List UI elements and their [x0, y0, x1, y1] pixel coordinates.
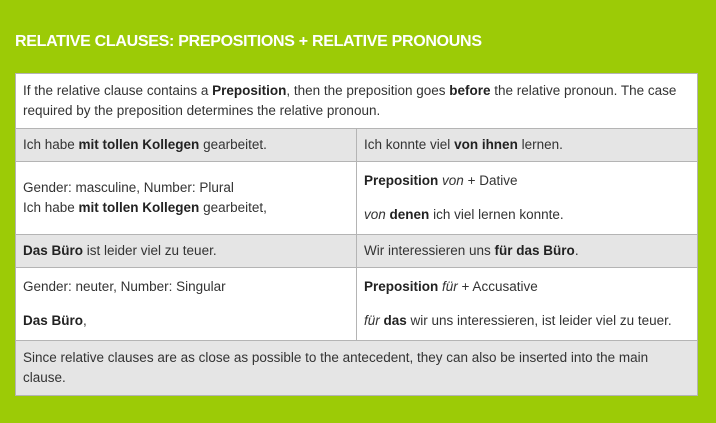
sentence-text: . [574, 243, 579, 258]
detail1-left-cell [16, 162, 357, 235]
intro-cell [16, 74, 698, 129]
highlight-phrase: Das Büro [23, 313, 84, 328]
highlight-phrase: von ihnen [454, 137, 518, 152]
page-title: RELATIVE CLAUSES: PREPOSITIONS + RELATIVE PRONOUNS [15, 33, 482, 50]
sentence-text: ist leider viel zu teuer. [83, 243, 217, 258]
sentence-text: lernen. [517, 137, 563, 152]
table-row [16, 162, 698, 235]
gender-number-info: Gender: masculine, Number: Plural [23, 180, 234, 195]
detail2-right-cell [357, 268, 698, 341]
sentence-text: gearbeitet. [199, 137, 267, 152]
table-row [16, 341, 698, 396]
table-row [16, 235, 698, 268]
example1-left-cell [16, 129, 357, 162]
case-text: + Accusative [457, 279, 538, 294]
relative-pronoun: denen [389, 207, 430, 222]
sentence-text: Ich habe [23, 137, 79, 152]
highlight-phrase: für das Büro [494, 243, 575, 258]
preposition-label: Preposition [364, 173, 439, 188]
example2-right-cell [357, 235, 698, 268]
preposition-word: für [364, 313, 380, 328]
preposition-rule [364, 171, 690, 191]
example2-left-cell [16, 235, 357, 268]
example-sentence [23, 198, 349, 218]
detail1-right-cell [357, 162, 698, 235]
sentence-text: , [83, 313, 87, 328]
intro-text: the relative pronoun. The case required by the preposition determines the relative pronoun. [23, 83, 677, 118]
highlight-phrase: Das Büro [23, 243, 84, 258]
relative-clause-sentence [364, 311, 690, 331]
grammar-table [15, 73, 698, 396]
highlight-phrase: mit tollen Kollegen [78, 200, 200, 215]
sentence-text: Ich konnte viel [364, 137, 455, 152]
intro-keyword-preposition: Preposition [212, 83, 287, 98]
sentence-text: Ich habe [23, 200, 79, 215]
table-row [16, 129, 698, 162]
relative-clause-sentence [364, 205, 690, 225]
sentence-text: ich viel lernen konnte. [429, 207, 564, 222]
table-row [16, 74, 698, 129]
gender-number-info: Gender: neuter, Number: Singular [23, 279, 226, 294]
intro-keyword-before: before [449, 83, 491, 98]
intro-text: , then the preposition goes [286, 83, 450, 98]
preposition-word: für [442, 279, 458, 294]
intro-text: If the relative clause contains a [23, 83, 213, 98]
example-sentence [23, 311, 349, 331]
preposition-word: von [364, 207, 386, 222]
preposition-word: von [442, 173, 464, 188]
sentence-text: Wir interessieren uns [364, 243, 495, 258]
detail2-left-cell [16, 268, 357, 341]
case-text: + Dative [463, 173, 518, 188]
sentence-text: wir uns interessieren, ist leider viel zu teuer. [406, 313, 672, 328]
highlight-phrase: mit tollen Kollegen [78, 137, 200, 152]
preposition-rule [364, 277, 690, 297]
outro-cell: Since relative clauses are as close as possible to the antecedent, they can also be inserted into the main clause. [16, 341, 698, 396]
relative-pronoun: das [383, 313, 407, 328]
preposition-label: Preposition [364, 279, 439, 294]
sentence-text: gearbeitet, [199, 200, 267, 215]
table-row [16, 268, 698, 341]
example1-right-cell [357, 129, 698, 162]
